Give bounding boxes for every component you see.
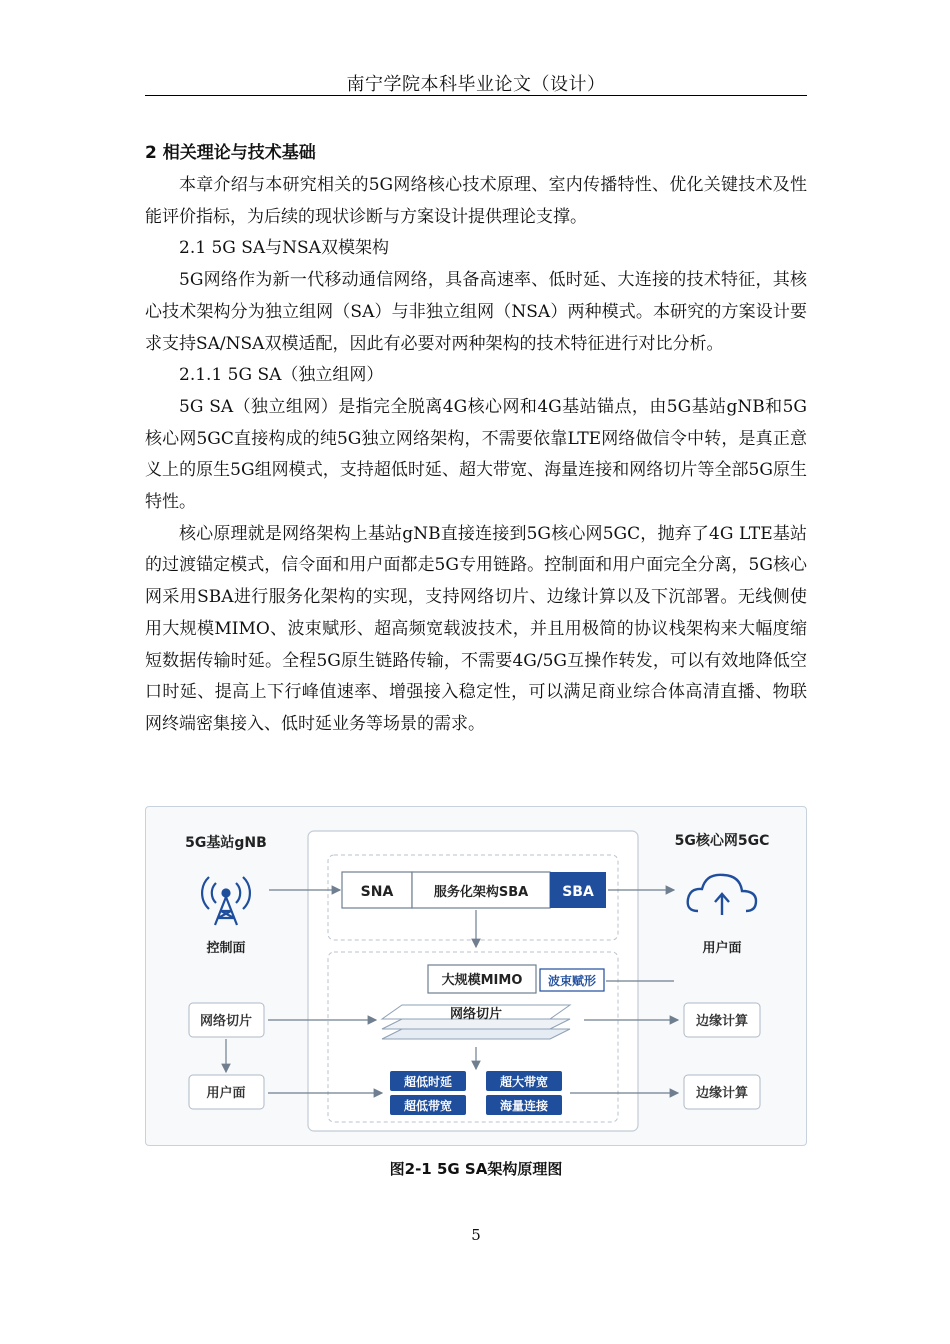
mimo-label: 大规模MIMO — [441, 973, 523, 988]
header-rule — [145, 95, 807, 96]
paragraph-2-1: 5G网络作为新一代移动通信网络，具备高速率、低时延、大连接的技术特征，其核心技术架构分为独立组网（SA）与非独立组网（NSA）两种模式。本研究的方案设计要求支持SA/NSA双模适配，因此有必要对两种架构的技术特征进行对比分析。 — [145, 270, 807, 354]
paragraph-2-1-1-a: 5G SA（独立组网）是指完全脱离4G核心网和4G基站锚点，由5G基站gNB和5G核心网5GC直接构成的纯5G独立网络架构，不需要依靠LTE网络做信令中转，是真正意义上的原生5G组网模式，支持超低时延、超大带宽、海量连接和网络切片等全部5G原生特性。 — [145, 396, 807, 513]
right-edge-label-2: 边缘计算 — [695, 1086, 749, 1101]
paragraph-2-1-1-b: 核心原理就是网络架构上基站gNB直接连接到5G核心网5GC，抛弃了4G LTE基站的过渡锚定模式，信令面和用户面都走5G专用链路。控制面和用户面完全分离，5G核心网采用SBA进行服务化架构的实现，支持网络切片、边缘计算以及下沉部署。无线侧使用大规模MIMO、波束赋形、超高频宽载波技术，并且用极简的协议栈架构来大幅度缩短数据传输时延。全程5G原生链路传输，不需要4G/5G互操作转发，可以有效地降低空口时延、提高上下行峰值速率、增强接入稳定性，可以满足商业综合体高清直播、物联网终端密集接入、低时延业务等场景的需求。 — [145, 523, 807, 734]
architecture-figure — [145, 806, 807, 1146]
feature-label-2: 超大带宽 — [499, 1075, 549, 1089]
architecture-diagram — [146, 807, 808, 1147]
left-control-label: 控制面 — [206, 941, 246, 956]
beam-label: 波束赋形 — [547, 974, 597, 988]
subsection-heading-2-1-1: 2.1.1 5G SA（独立组网） — [179, 365, 384, 386]
5gc-title: 5G核心网5GC — [674, 833, 770, 849]
sba-label: SBA — [562, 884, 594, 900]
feature-label-4: 海量连接 — [499, 1099, 549, 1113]
right-edge-label-1: 边缘计算 — [695, 1014, 749, 1029]
antenna-icon — [202, 877, 250, 925]
cloud-icon — [688, 875, 756, 915]
sna-label: SNA — [360, 884, 394, 900]
right-user-label: 用户面 — [702, 941, 742, 956]
sba-mid-label: 服务化架构SBA — [433, 885, 529, 900]
page-header: 南宁学院本科毕业论文（设计） — [346, 74, 606, 95]
section-heading: 2 相关理论与技术基础 — [145, 143, 316, 163]
body-text — [145, 140, 807, 741]
intro-paragraph: 本章介绍与本研究相关的5G网络核心技术原理、室内传播特性、优化关键技术及性能评价指标，为后续的现状诊断与方案设计提供理论支撑。 — [145, 175, 807, 227]
gnb-title: 5G基站gNB — [185, 835, 267, 851]
left-slice-label: 网络切片 — [199, 1014, 253, 1029]
feature-label-3: 超低带宽 — [403, 1099, 453, 1113]
feature-label-1: 超低时延 — [403, 1075, 453, 1089]
slice-stack-label: 网络切片 — [449, 1007, 503, 1022]
figure-caption: 图2-1 5G SA架构原理图 — [389, 1160, 563, 1178]
left-user-label: 用户面 — [206, 1086, 246, 1101]
page-number: 5 — [471, 1226, 481, 1244]
subsection-heading-2-1: 2.1 5G SA与NSA双模架构 — [179, 238, 389, 259]
